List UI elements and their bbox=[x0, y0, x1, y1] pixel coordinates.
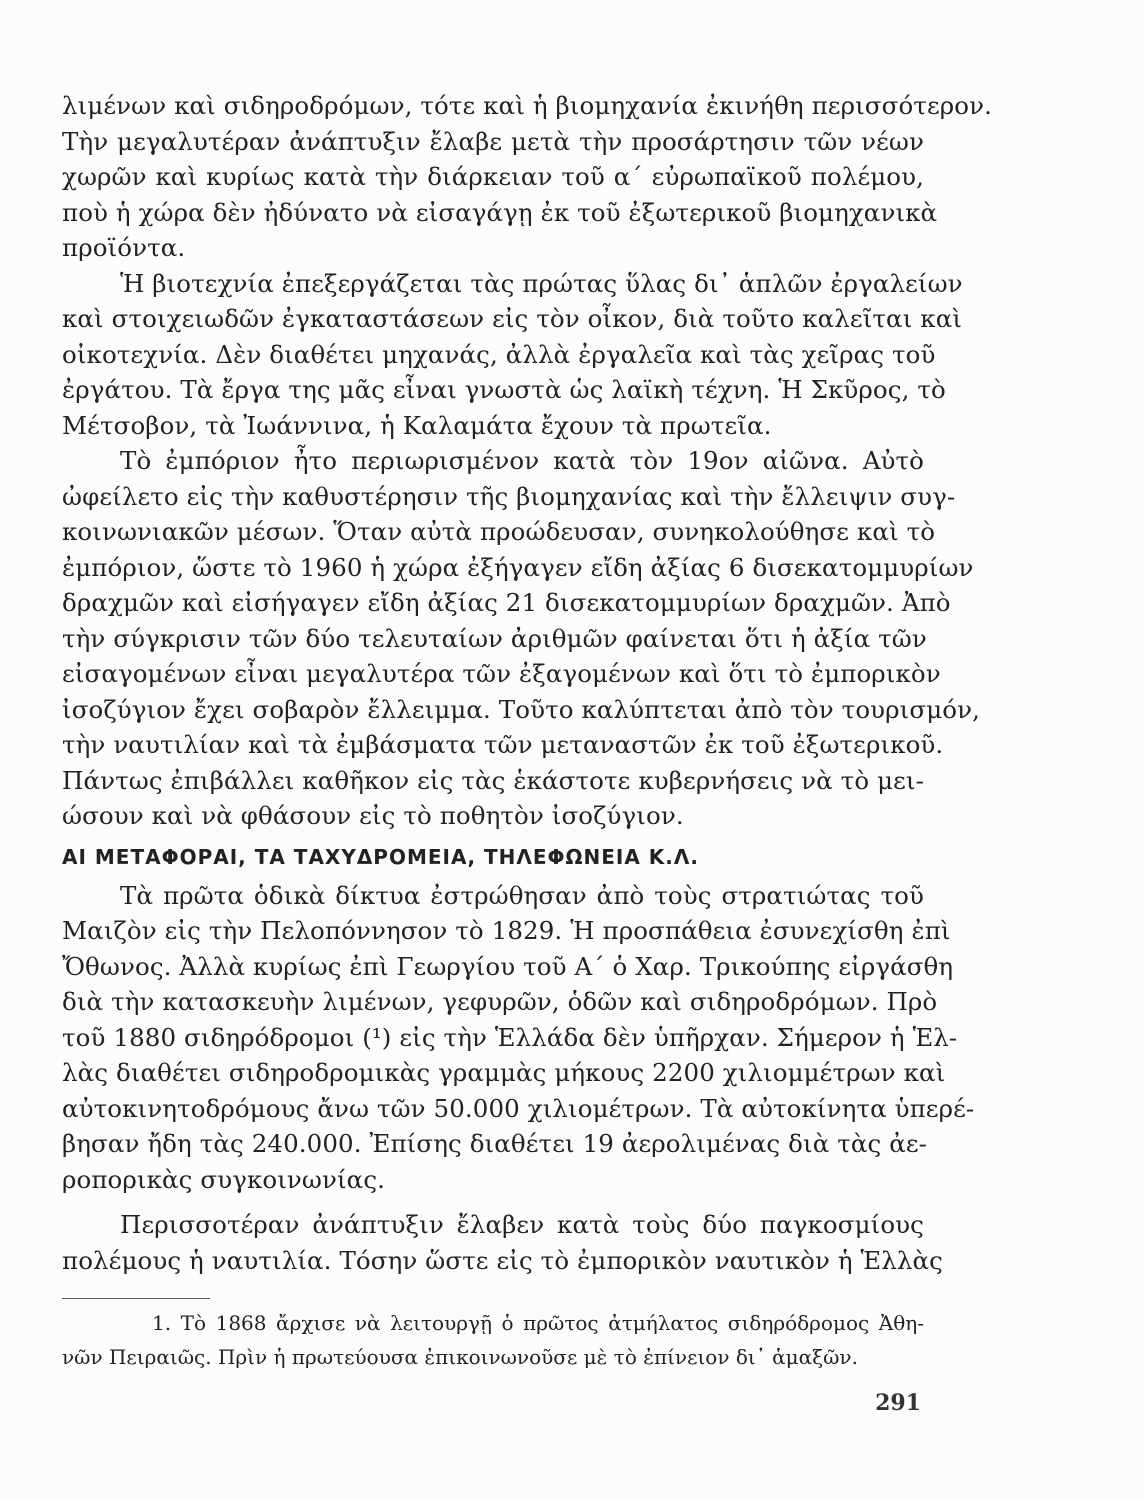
text-line: χωρῶν καὶ κυρίως κατὰ τὴν διάρκειαν τοῦ α΄ εὐρωπαϊκοῦ πολέμου, bbox=[62, 162, 924, 191]
text-line: δραχμῶν καὶ εἰσήγαγεν εἴδη ἀξίας 21 δισεκατομμυρίων δραχμῶν. Ἀπὸ bbox=[62, 588, 951, 617]
text-line: τὴν σύγκρισιν τῶν δύο τελευταίων ἀριθμῶν φαίνεται ὅτι ἡ ἀξία τῶν bbox=[62, 623, 927, 653]
text-line: καὶ στοιχειωδῶν ἐγκαταστάσεων εἰς τὸν οἶκον, διὰ τοῦτο καλεῖται καὶ bbox=[62, 304, 963, 333]
footnotes bbox=[62, 1306, 924, 1374]
text-line: ώσουν καὶ νὰ φθάσουν εἰς τὸ ποθητὸν ἰσοζύγιον. bbox=[62, 801, 684, 830]
text-line: τὴν ναυτιλίαν καὶ τὰ ἐμβάσματα τῶν μεταναστῶν ἐκ τοῦ ἐξωτερικοῦ. bbox=[62, 730, 944, 759]
text-line: ἐργάτου. Τὰ ἔργα της μᾶς εἶναι γνωστὰ ὡς λαϊκὴ τέχνη. Ἡ Σκῦρος, τὸ bbox=[62, 375, 946, 404]
text-line: διὰ τὴν κατασκευὴν λιμένων, γεφυρῶν, ὁδῶν καὶ σιδηροδρόμων. Πρὸ bbox=[62, 987, 938, 1016]
text-line: ροπορικὰς συγκοινωνίας. bbox=[62, 1164, 386, 1194]
text-line: Μαιζὸν εἰς τὴν Πελοπόννησον τὸ 1829. Ἡ προσπάθεια ἐσυνεχίσθη ἐπὶ bbox=[62, 916, 951, 945]
footnote-line: νῶν Πειραιῶς. Πρὶν ἡ πρωτεύουσα ἐπικοινωνοῦσε μὲ τὸ ἐπίνειον δι᾽ ἁμαξῶν. bbox=[62, 1345, 858, 1369]
text-line: Τὴν μεγαλυτέραν ἀνάπτυξιν ἔλαβε μετὰ τὴν προσάρτησιν τῶν νέων bbox=[62, 126, 924, 156]
footnote-line: 1. Τὸ 1868 ἄρχισε νὰ λειτουργῇ ὁ πρῶτος ἀτμήλατος σιδηρόδρομος Ἀθη- bbox=[152, 1311, 924, 1335]
text-line: Ὄθωνος. Ἀλλὰ κυρίως ἐπὶ Γεωργίου τοῦ Α΄ ὁ Χαρ. Τρικούπης εἰργάσθη bbox=[62, 951, 954, 981]
text-line: Περισσοτέραν ἀνάπτυξιν ἔλαβεν κατὰ τοὺς δύο παγκοσμίους bbox=[120, 1210, 924, 1239]
section-heading: ΑΙ ΜΕΤΑΦΟΡΑΙ, ΤΑ ΤΑΧΥΔΡΟΜΕΙΑ, ΤΗΛΕΦΩΝΕΙΑ Κ.Λ. bbox=[62, 844, 699, 869]
paragraph-transport bbox=[62, 878, 975, 1198]
text-line: λὰς διαθέτει σιδηροδρομικὰς γραμμὰς μήκους 2200 χιλιομμέτρων καὶ bbox=[62, 1058, 946, 1087]
text-line: οἰκοτεχνία. Δὲν διαθέτει μηχανάς, ἀλλὰ ἐργαλεῖα καὶ τὰς χεῖρας τοῦ bbox=[62, 339, 936, 369]
paragraph-industry bbox=[62, 88, 992, 266]
page-number: 291 bbox=[875, 1390, 921, 1416]
text-line: εἰσαγομένων εἶναι μεγαλυτέρα τῶν ἐξαγομένων καὶ ὅτι τὸ ἐμπορικὸν bbox=[62, 659, 941, 688]
text-line: Ἡ βιοτεχνία ἐπεξεργάζεται τὰς πρώτας ὕλας δι᾽ ἁπλῶν ἐργαλείων bbox=[120, 268, 963, 298]
paragraph-shipping bbox=[62, 1207, 943, 1278]
text-line: ἐμπόριον, ὥστε τὸ 1960 ἡ χώρα ἐξήγαγεν εἴδη ἀξίας 6 δισεκατομμυρίων bbox=[62, 552, 974, 582]
text-line: προϊόντα. bbox=[62, 233, 186, 262]
text-line: βησαν ἤδη τὰς 240.000. Ἐπίσης διαθέτει 19 ἀερολιμένας διὰ τὰς ἀε- bbox=[62, 1129, 928, 1158]
paragraph-commerce bbox=[62, 443, 980, 834]
page-body bbox=[62, 88, 992, 1278]
text-line: Τὸ ἐμπόριον ἦτο περιωρισμένον κατὰ τὸν 19ον αἰῶνα. Αὐτὸ bbox=[120, 446, 924, 475]
text-line: ποὺ ἡ χώρα δὲν ἠδύνατο νὰ εἰσαγάγῃ ἐκ τοῦ ἐξωτερικοῦ βιομηχανικὰ bbox=[62, 197, 938, 227]
footnote-divider bbox=[62, 1298, 210, 1299]
text-line: κοινωνιακῶν μέσων. Ὅταν αὐτὰ προώδευσαν, συνηκολούθησε καὶ τὸ bbox=[62, 517, 936, 546]
text-line: πολέμους ἡ ναυτιλία. Τόσην ὥστε εἰς τὸ ἐμπορικὸν ναυτικὸν ἡ Ἑλλὰς bbox=[62, 1245, 943, 1275]
text-line: Μέτσοβον, τὰ Ἰωάννινα, ἡ Καλαμάτα ἔχουν τὰ πρωτεῖα. bbox=[62, 410, 772, 440]
text-line: τοῦ 1880 σιδηρόδρομοι (¹) εἰς τὴν Ἑλλάδα δὲν ὑπῆρχαν. Σήμερον ἡ Ἑλ- bbox=[62, 1022, 958, 1052]
text-line: ὠφείλετο εἰς τὴν καθυστέρησιν τῆς βιομηχανίας καὶ τὴν ἔλλειψιν συγ- bbox=[62, 481, 956, 511]
paragraph-handicraft bbox=[62, 266, 963, 444]
text-line: Τὰ πρῶτα ὁδικὰ δίκτυα ἐστρώθησαν ἀπὸ τοὺς στρατιώτας τοῦ bbox=[120, 880, 924, 910]
text-line: Πάντως ἐπιβάλλει καθῆκον εἰς τὰς ἑκάστοτε κυβερνήσεις νὰ τὸ μει- bbox=[62, 765, 924, 795]
text-line: ἰσοζύγιον ἔχει σοβαρὸν ἔλλειμμα. Τοῦτο καλύπτεται ἀπὸ τὸν τουρισμόν, bbox=[62, 694, 980, 724]
text-line: λιμένων καὶ σιδηροδρόμων, τότε καὶ ἡ βιομηχανία ἐκινήθη περισσότερον. bbox=[62, 91, 992, 120]
text-line: αὐτοκινητοδρόμους ἄνω τῶν 50.000 χιλιομέτρων. Τὰ αὐτοκίνητα ὑπερέ- bbox=[62, 1093, 975, 1123]
